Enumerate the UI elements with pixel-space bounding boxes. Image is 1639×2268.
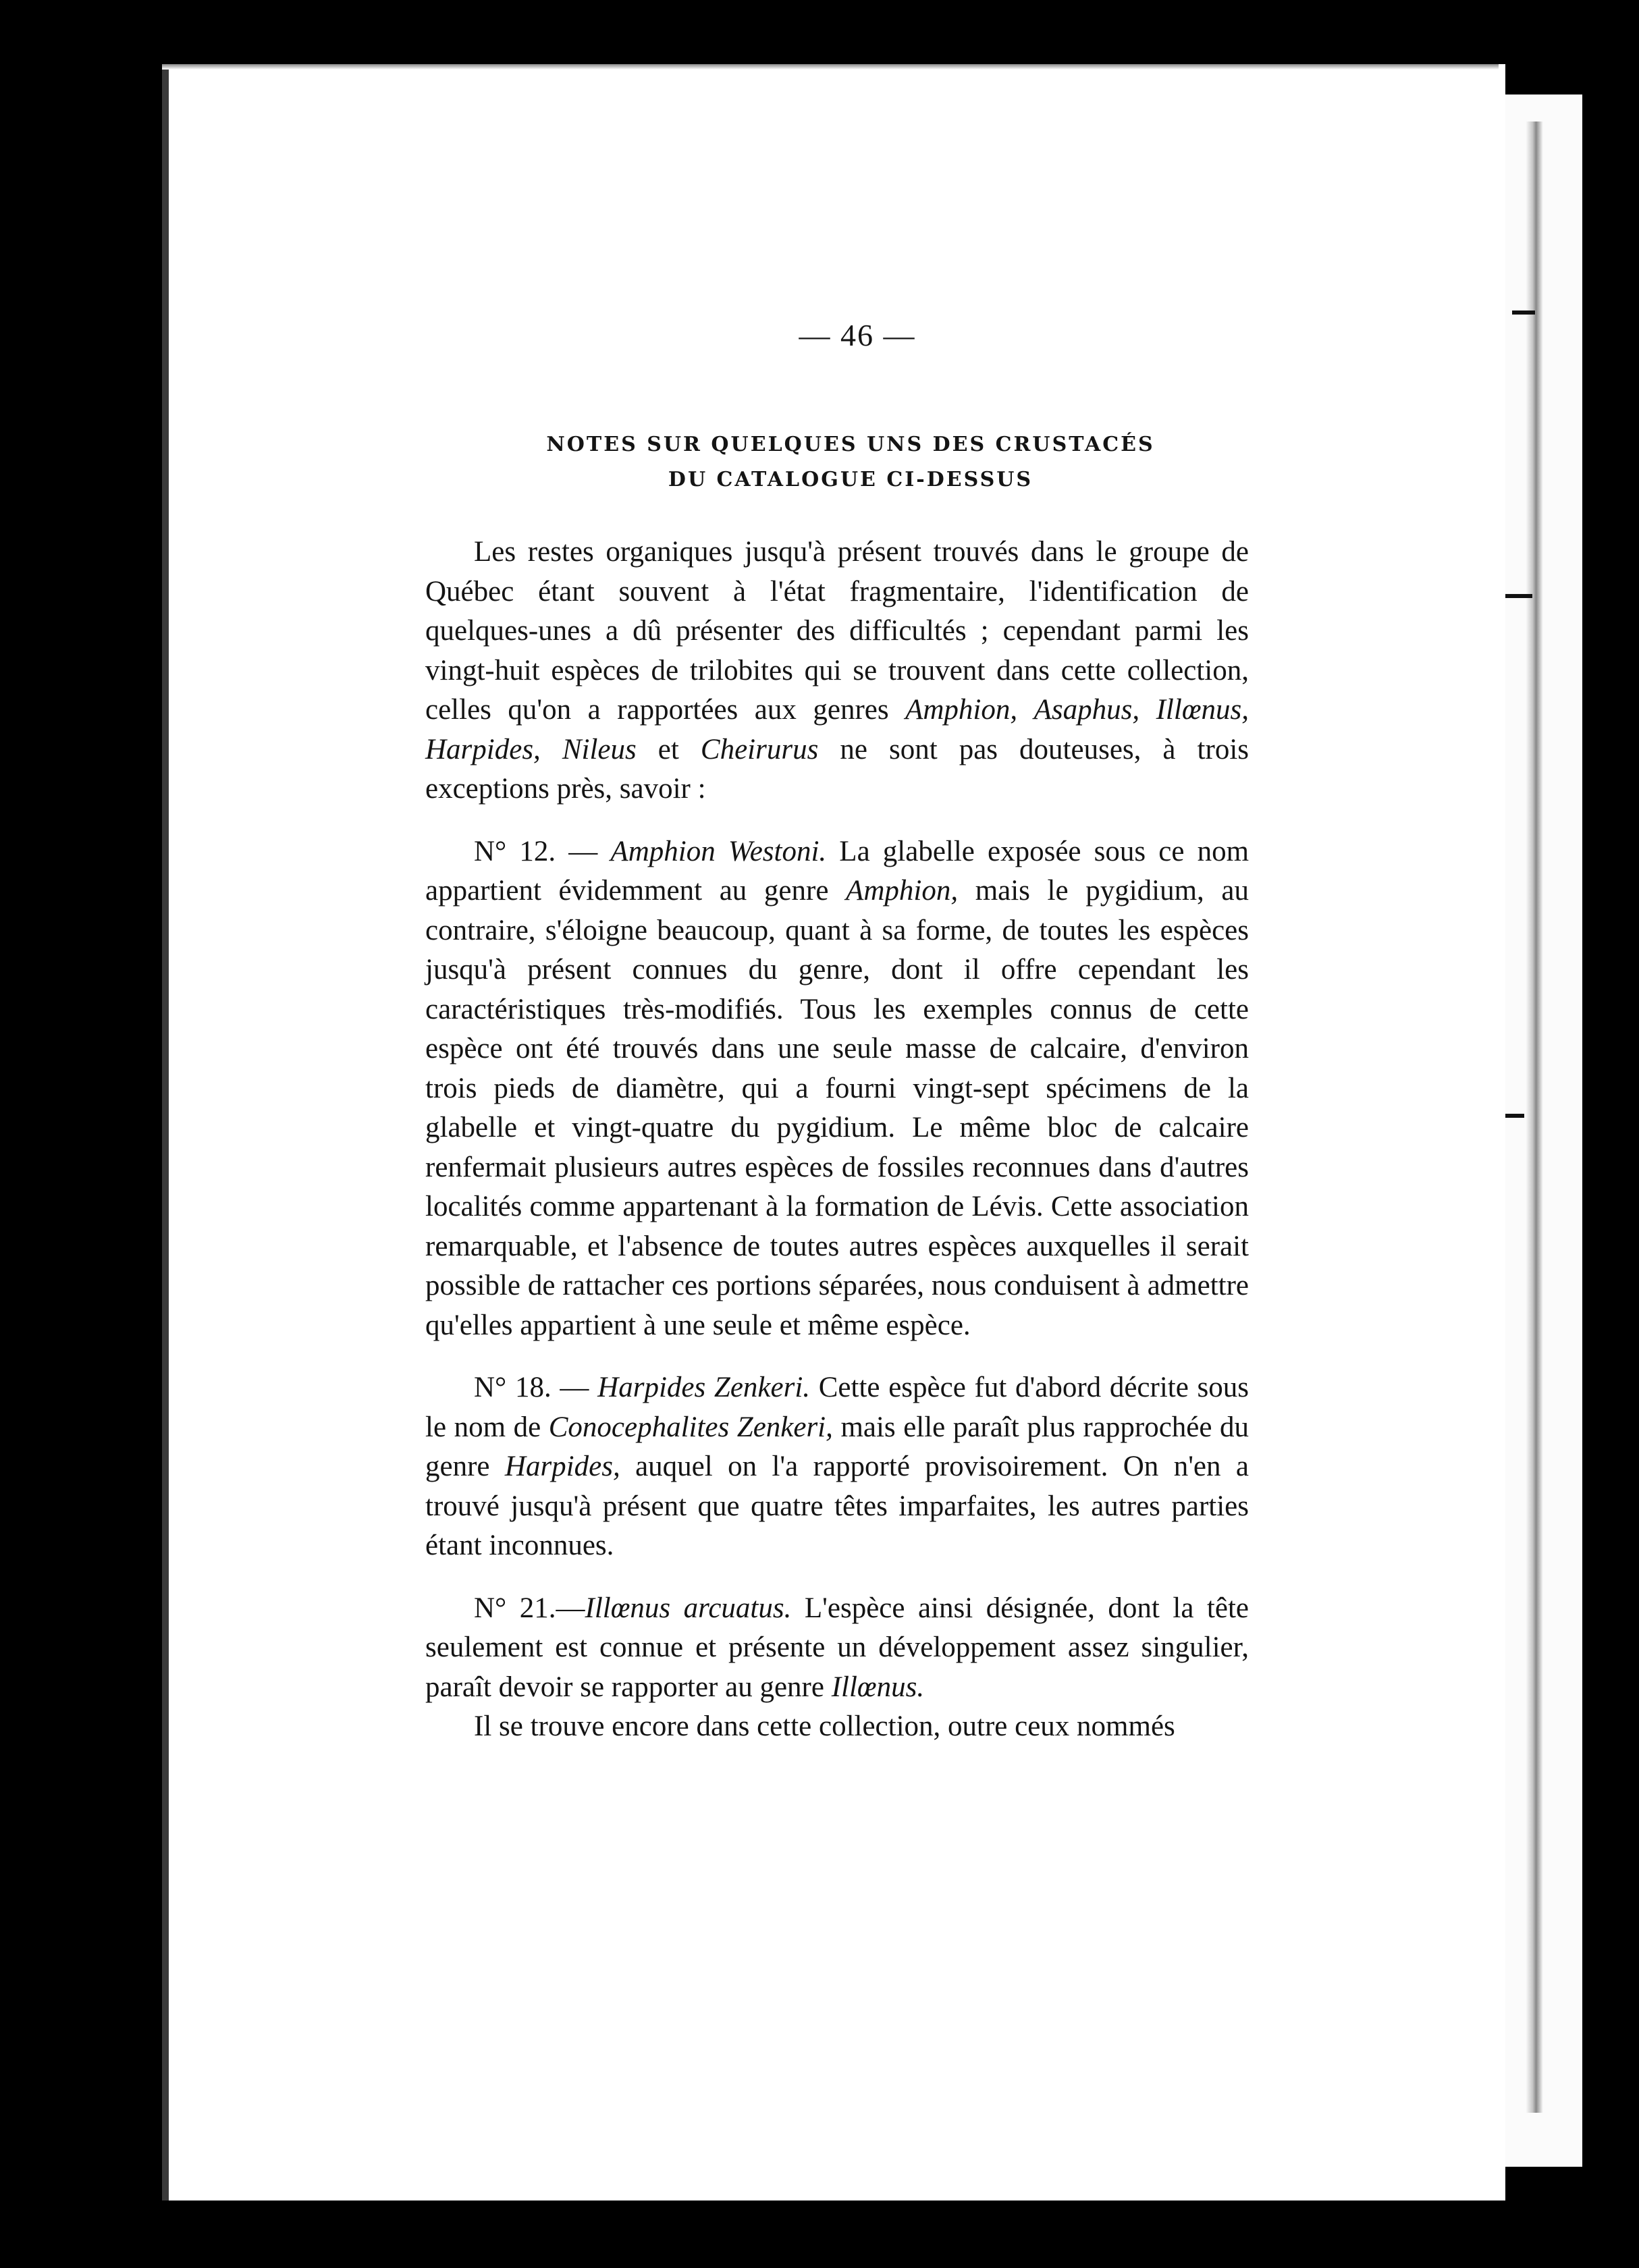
species-name: Harpides Zenkeri. xyxy=(597,1372,811,1403)
genus-name: Harpides, xyxy=(425,733,541,765)
genus-name: Asaphus, xyxy=(1033,694,1140,726)
page-tab-mark xyxy=(1505,594,1532,598)
genus-name: Illœnus. xyxy=(831,1671,925,1703)
species-name: Illœnus arcuatus. xyxy=(585,1592,792,1624)
entry-number: N° 18. — xyxy=(474,1372,598,1403)
entry-number: N° 21.— xyxy=(474,1592,585,1624)
paragraph-no-18 xyxy=(425,1368,1249,1566)
heading-line-1: NOTES SUR QUELQUES UNS DES CRUSTACÉS xyxy=(546,433,1155,456)
page-number: — 46 — xyxy=(799,318,916,352)
text-run: Les restes organiques jusqu'à présent trouvés dans le groupe de Québec étant souvent à l'état fragmentaire, l'identification de quelques-unes a dû présenter des difficultés ; cependant parmi les vingt-huit espèces de trilobites qui se trouvent dans cette collection, celles qu'on a rapportées aux genres xyxy=(425,536,1249,726)
section-heading xyxy=(452,427,1249,497)
species-name: Amphion Westoni. xyxy=(610,835,827,867)
heading-line-2: DU CATALOGUE CI-DESSUS xyxy=(668,468,1033,491)
text-run: Cette espèce fut d'abord décrite sous le nom de xyxy=(425,1372,1250,1443)
text-run: La glabelle exposée sous ce nom appartient évidemment au genre xyxy=(425,835,1250,907)
page-text xyxy=(425,317,1249,1747)
text-run xyxy=(1017,694,1034,726)
page-edge-shadow xyxy=(1526,122,1543,2113)
text-run: auquel on l'a rapporté provisoirement. On n'en a trouvé jusqu'à présent que quatre têtes imparfaites, les autres parties étant inconnues. xyxy=(425,1451,1249,1561)
paragraph-no-21 xyxy=(425,1589,1249,1708)
genus-name: Illœnus, xyxy=(1156,694,1249,726)
page-top-shade xyxy=(162,64,1499,70)
paragraph-no-12 xyxy=(425,832,1249,1346)
text-run: mais le pygidium, au contraire, s'éloigne beaucoup, quant à sa forme, de toutes les espèces jusqu'à présent connues du genre, dont il offre cependant les caractéristiques très-modifiés. Tous les exemples connus de cette espèce ont été trouvés dans une seule masse de calcaire, d'environ trois pieds de diamètre, qui a fourni vingt-sept spécimens de la glabelle et vingt-quatre du pygidium. Le même bloc de calcaire renfermait plusieurs autres espèces de fossiles reconnues dans d'autres localités comme appartenant à la formation de Lévis. Cette association remarquable, et l'absence de toutes autres espèces auxquelles il serait possible de rattacher ces portions séparées, nous conduisent à admettre qu'elles appartient à une seule et même espèce. xyxy=(425,875,1249,1341)
genus-name: Amphion, xyxy=(905,694,1018,726)
text-run: ne sont pas douteuses, à trois exceptions près, savoir : xyxy=(425,733,1250,805)
genus-name: Cheirurus xyxy=(700,733,819,765)
text-run: et xyxy=(636,733,701,765)
synonym-name: Conocephalites Zenkeri, xyxy=(548,1411,833,1443)
text-run: mais elle paraît plus rapprochée du genre xyxy=(425,1411,1249,1482)
paragraph-intro xyxy=(425,533,1249,809)
genus-name: Harpides, xyxy=(504,1451,620,1482)
entry-number: N° 12. — xyxy=(474,835,611,867)
text-run xyxy=(541,734,562,765)
text-run: L'espèce ainsi désignée, dont la tête seulement est connue et présente un développement assez singulier, paraît devoir se rapporter au genre xyxy=(425,1592,1249,1703)
paragraph-continuation xyxy=(425,1707,1249,1747)
page-tab-mark xyxy=(1512,310,1535,315)
text-run: Il se trouve encore dans cette collection, outre ceux nommés xyxy=(474,1710,1175,1742)
genus-name: Nileus xyxy=(562,733,637,765)
text-run xyxy=(1139,694,1156,726)
genus-name: Amphion, xyxy=(846,875,959,907)
